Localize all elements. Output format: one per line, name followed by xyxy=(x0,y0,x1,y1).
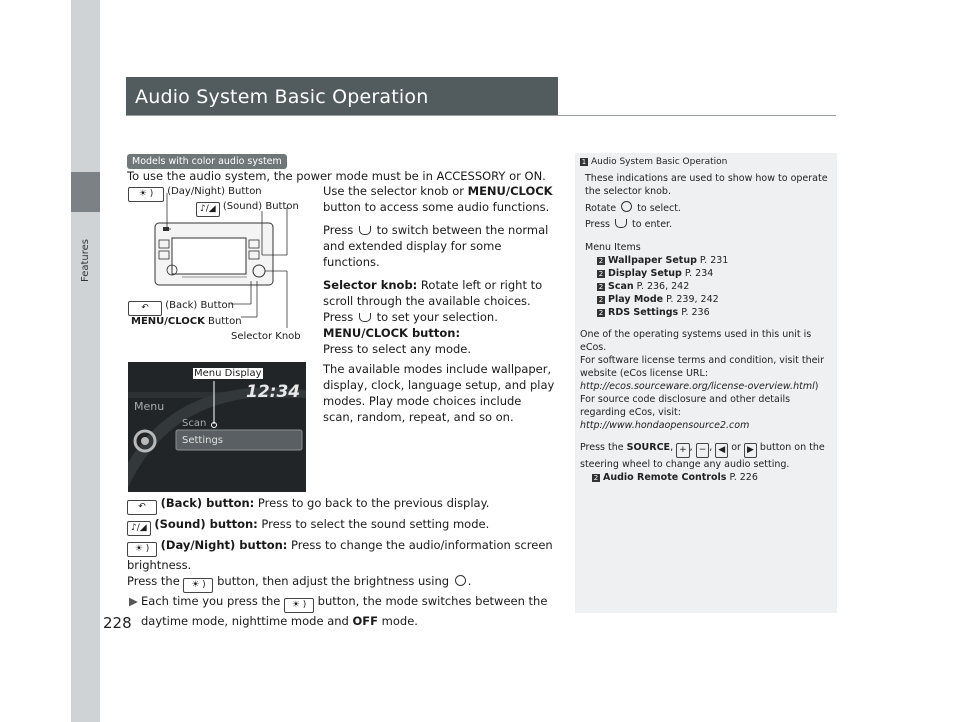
selector-knob-callout: Selector Knob xyxy=(231,331,301,342)
ref-arrow-icon: 2 xyxy=(598,283,604,291)
menu-item-link[interactable]: 2 RDS Settings P. 236 xyxy=(598,307,710,318)
source-press-note: Press the SOURCE, + , − , ◀ or ▶ button on the steering wheel to change any audio setting. xyxy=(580,442,825,470)
section-label: Features xyxy=(80,239,91,283)
daynight-callout: ☀ ) (Day/Night) Button xyxy=(128,186,262,202)
menu-display-pointer xyxy=(209,381,219,429)
back-button-desc: ↶ (Back) button: Press to go back to the previous display. xyxy=(127,495,557,515)
title-rule xyxy=(126,115,836,116)
arrow-left-icon: ◀ xyxy=(715,443,728,458)
license-url-link[interactable]: http://ecos.sourceware.org/license-overview.html xyxy=(580,381,815,392)
audio-remote-link[interactable]: 2 Audio Remote Controls P. 226 xyxy=(593,472,758,483)
press-icon xyxy=(615,219,627,228)
mode-switch-note: ▶ Each time you press the ☀ ) button, the mode switches between the daytime mode, nighttime mode and OFF mode. xyxy=(129,594,548,628)
daynight-icon: ☀ ) xyxy=(284,598,314,613)
modes-desc: The available modes include wallpaper, display, clock, language setup, and play modes. Play mode choices include scan, random, repeat, and so on. xyxy=(323,362,555,424)
note-icon: 1 xyxy=(581,158,587,166)
sound-icon: ♪/◢ xyxy=(127,521,151,536)
menu-item-link[interactable]: 2 Wallpaper Setup P. 231 xyxy=(598,255,729,266)
menu-title: Menu xyxy=(134,400,165,413)
side-note: 1 Audio System Basic Operation These indications are used to show how to operate the selector knob. Rotate to select. Press to enter. Menu Items 2 Wallpaper Setup P. 231 2 Display Setup P. 234 2 Scan P. 236, 242 2 Play Mode P. 239, 242 2 RDS Settings P. 236 One of the operating systems used in this unit is eCos. For software license terms and condition, visit their website (eCos license URL: http://ecos.sourceware.org/license-overview.html) For source code disclosure and other details regarding eCos, visit: http://www.hondaopensource2.com Press the SOURCE, + , − , ◀ or ▶ button on the steering wheel to change any audio setting. 2 Audio Remote Controls P. 226 xyxy=(580,156,830,484)
section-sidebar xyxy=(71,0,100,722)
menu-display-label: Menu Display xyxy=(194,368,262,379)
back-icon: ↶ xyxy=(127,500,157,515)
instruction-p1: Use the selector knob or MENU/CLOCK button to access some audio functions. xyxy=(323,184,553,214)
source-url-link[interactable]: http://www.hondaopensource2.com xyxy=(580,420,750,431)
instructions-block xyxy=(323,183,555,425)
daynight-icon: ☀ ) xyxy=(183,578,213,593)
plus-icon: + xyxy=(676,443,690,458)
selector-knob-desc: Selector knob: Rotate left or right to scroll through the available choices. Press to set your selection. xyxy=(323,278,543,324)
sound-callout: ♪/◢ (Sound) Button xyxy=(196,201,299,217)
ref-arrow-icon: 2 xyxy=(598,257,604,265)
ref-arrow-icon: 2 xyxy=(593,474,599,482)
press-icon xyxy=(359,226,371,235)
menu-item-link[interactable]: 2 Display Setup P. 234 xyxy=(598,268,714,279)
daynight-icon: ☀ ) xyxy=(127,542,157,557)
sound-icon: ♪/◢ xyxy=(196,202,220,217)
menu-item-link[interactable]: 2 Play Mode P. 239, 242 xyxy=(598,294,719,305)
menu-item-settings: Settings xyxy=(182,435,224,446)
brightness-step: Press the ☀ ) button, then adjust the brightness using . xyxy=(127,573,557,593)
page-number: 228 xyxy=(103,614,132,632)
menu-clock-callout: MENU/CLOCK Button xyxy=(131,316,242,327)
minus-icon: − xyxy=(696,443,710,458)
side-note-body: These indications are used to show how to operate the selector knob. Rotate to select. Press to enter. Menu Items 2 Wallpaper Setup P. 231 2 Display Setup P. 234 2 Scan P. 236, 242 2 Play Mode P. 239, 242 2 RDS Settings P. 236 xyxy=(580,172,830,319)
selector-knob-icon xyxy=(621,201,632,212)
menu-clock-desc: Press to select any mode. xyxy=(323,342,472,356)
ref-arrow-icon: 2 xyxy=(598,296,604,304)
ref-arrow-icon: 2 xyxy=(598,270,604,278)
back-icon: ↶ xyxy=(128,301,162,316)
press-icon xyxy=(359,313,371,322)
arrow-right-icon: ▶ xyxy=(129,594,138,608)
menu-items-list xyxy=(585,254,830,319)
menu-item-link[interactable]: 2 Scan P. 236, 242 xyxy=(598,281,690,292)
arrow-right-icon: ▶ xyxy=(744,443,757,458)
page-title: Audio System Basic Operation xyxy=(135,86,429,108)
daynight-button-desc: ☀ ) (Day/Night) button: Press to change the audio/information screen brightness. xyxy=(127,538,553,572)
section-marker xyxy=(71,172,100,212)
selector-knob-icon xyxy=(455,575,466,586)
button-descriptions xyxy=(127,495,557,629)
clock-readout: 12:34 xyxy=(246,382,301,402)
back-callout: ↶ (Back) Button xyxy=(128,300,234,316)
ref-arrow-icon: 2 xyxy=(598,309,604,317)
side-note-heading: 1 Audio System Basic Operation xyxy=(581,157,728,167)
daynight-icon: ☀ ) xyxy=(128,187,164,202)
sound-button-desc: ♪/◢ (Sound) button: Press to select the sound setting mode. xyxy=(127,516,557,536)
menu-clock-heading: MENU/CLOCK button: xyxy=(323,326,461,340)
model-tag: Models with color audio system xyxy=(127,154,287,169)
menu-item-scan: Scan xyxy=(182,418,207,429)
instruction-p2: Press to switch between the normal and extended display for some functions. xyxy=(323,223,549,269)
intro-text: To use the audio system, the power mode must be in ACCESSORY or ON. xyxy=(127,169,546,183)
